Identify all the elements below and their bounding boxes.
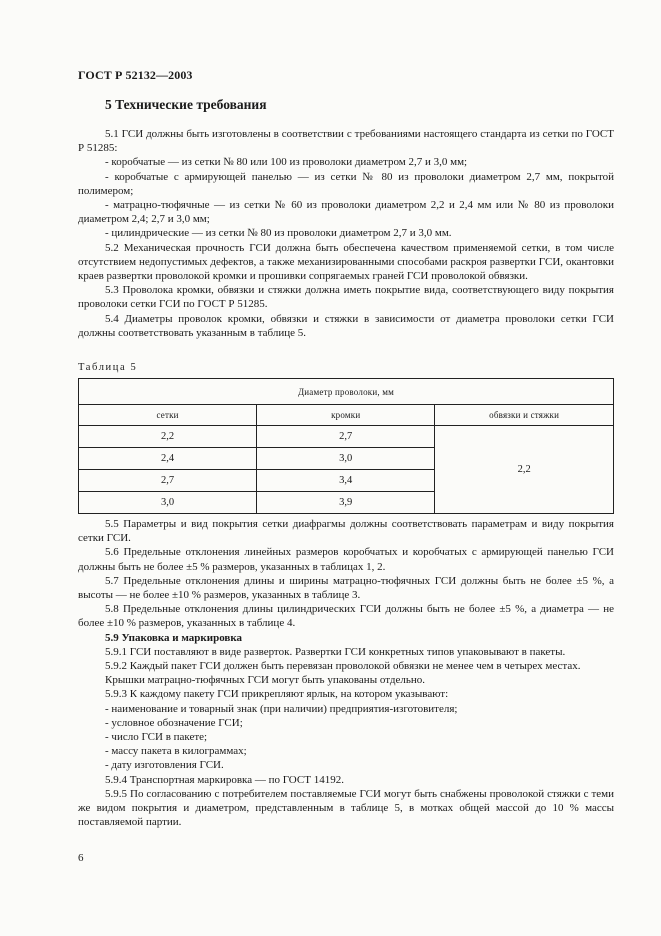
cell-setki: 3,0 (79, 492, 257, 514)
document-header: ГОСТ Р 52132—2003 (78, 68, 193, 82)
paragraph: - массу пакета в килограммах; (105, 745, 247, 758)
cell-setki: 2,2 (79, 426, 257, 448)
paragraph: 5.1 ГСИ должны быть изготовлены в соответствии с требованиями настоящего стандарта из сетки по ГОСТ Р 51285: (78, 128, 614, 155)
paragraph: - коробчатые — из сетки № 80 или 100 из проволоки диаметром 2,7 и 3,0 мм; (105, 156, 468, 169)
section-title: 5 Технические требования (105, 97, 267, 112)
paragraph: 5.7 Предельные отклонения длины и ширины матрацно-тюфячных ГСИ должны быть не более ±5 %, а высоты — не более ±10 % размеров, указанных в таблице 3. (78, 574, 614, 602)
paragraph: - условное обозначение ГСИ; (105, 716, 243, 729)
paragraph: 5.5 Параметры и вид покрытия сетки диафрагмы должны соответствовать параметрам и виду покрытия сетки ГСИ. (78, 518, 614, 545)
table-group-header: Диаметр проволоки, мм (79, 379, 614, 405)
page-number: 6 (78, 852, 84, 864)
table-caption: Таблица 5 (78, 362, 138, 373)
paragraph: - коробчатые с армирующей панелью — из сетки № 80 из проволоки диаметром 2,7 мм, покрытой полимером; (78, 170, 614, 197)
paragraph: 5.9 Упаковка и маркировка (105, 631, 243, 644)
paragraph: 5.8 Предельные отклонения длины цилиндрических ГСИ должны быть не более ±5 %, а диаметра — не более ±10 % размеров, указанных в таблице 4. (78, 603, 614, 630)
paragraph: 5.3 Проволока кромки, обвязки и стяжки должна иметь покрытие вида, соответствующего виду покрытия проволоки сетки ГСИ по ГОСТ Р 51285. (78, 284, 614, 311)
paragraph: - дату изготовления ГСИ. (105, 759, 224, 772)
paragraph: 5.2 Механическая прочность ГСИ должна быть обеспечена качеством применяемой сетки, в том числе отсутствием недопустимых дефектов, а также механизированными способами раскроя развертки ГСИ, окантовки краев развертки проволокой кромки и прошивки сопрягаемых граней ГСИ проволокой обвязки. (78, 241, 614, 283)
paragraph: Крышки матрацно-тюфячных ГСИ могут быть упакованы отдельно. (105, 674, 425, 687)
paragraph: - наименование и товарный знак (при наличии) предприятия-изготовителя; (105, 702, 458, 715)
column-header-kromki: кромки (257, 405, 435, 426)
cell-kromki: 3,4 (257, 470, 435, 492)
paragraph: - цилиндрические — из сетки № 80 из проволоки диаметром 2,7 и 3,0 мм. (105, 227, 452, 240)
paragraph: 5.4 Диаметры проволок кромки, обвязки и стяжки в зависимости от диаметра проволоки сетки ГСИ должны соответствовать указанным в таблице 5. (78, 312, 614, 339)
paragraph: 5.9.3 К каждому пакету ГСИ прикрепляют ярлык, на котором указывают: (105, 688, 449, 701)
paragraphs-bottom (78, 517, 614, 829)
paragraph: 5.6 Предельные отклонения линейных размеров коробчатых и коробчатых с армирующей панелью ГСИ должны быть не более ±5 % размеров, указанных в таблицах 1, 2. (78, 546, 614, 573)
paragraph: 5.9.2 Каждый пакет ГСИ должен быть перевязан проволокой обвязки не менее чем в четырех местах. (105, 660, 581, 673)
cell-kromki: 3,9 (257, 492, 435, 514)
paragraph: - матрацно-тюфячные — из сетки № 60 из проволоки диаметром 2,2 и 2,4 мм или № 80 из проволоки диаметром 2,4; 2,7 и 3,0 мм; (78, 199, 614, 226)
paragraph: 5.9.4 Транспортная маркировка — по ГОСТ 14192. (105, 773, 344, 786)
table-row (79, 426, 614, 448)
paragraph: - число ГСИ в пакете; (105, 731, 208, 744)
paragraph: 5.9.5 По согласованию с потребителем поставляемые ГСИ могут быть снабжены проволокой стяжки с теми же видом покрытия и диаметром, представленным в таблице 5, в мотках общей массой до 10 % массы поставляемой партии. (78, 787, 614, 829)
cell-obvyazki-merged: 2,2 (435, 426, 614, 514)
cell-setki: 2,7 (79, 470, 257, 492)
cell-setki: 2,4 (79, 448, 257, 470)
column-header-setki: сетки (79, 405, 257, 426)
table-5 (78, 378, 614, 514)
cell-kromki: 2,7 (257, 426, 435, 448)
column-header-obvyazki: обвязки и стяжки (435, 405, 614, 426)
cell-kromki: 3,0 (257, 448, 435, 470)
paragraphs-top (78, 127, 614, 340)
paragraph: 5.9.1 ГСИ поставляют в виде разверток. Развертки ГСИ конкретных типов упаковывают в пакеты. (105, 645, 566, 658)
